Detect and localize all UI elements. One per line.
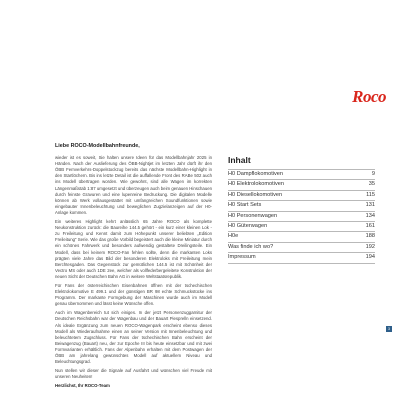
toc-item-label: H0 Dampflokomotiven: [228, 170, 284, 177]
letter-signoff: Herzlichst, Ihr ROCO-Team: [55, 383, 110, 389]
toc-item-label: H0 Elektrolokomotiven: [228, 181, 284, 188]
toc-item-impressum[interactable]: [228, 253, 375, 263]
toc-item-label: H0e: [228, 233, 239, 240]
toc-item-page: 134: [365, 212, 375, 219]
toc-item-page: 194: [365, 254, 375, 261]
letter-greeting: Liebe ROCO-Modellbahnfreunde,: [55, 143, 140, 149]
toc-item-label: H0 Güterwagen: [228, 222, 268, 229]
toc-item-page: 161: [365, 222, 375, 229]
toc-item-label: H0 Diesellokomotiven: [228, 191, 283, 198]
toc-item-h0e[interactable]: [228, 232, 375, 242]
toc-item-personenwagen[interactable]: [228, 212, 375, 222]
toc-item-dampflokomotiven[interactable]: [228, 169, 375, 180]
letter-paragraph: Auch im Wagenbereich tut sich einiges. In der jetzt Personenzuggarnitur der Deutschen Reichsbahn war der Wagenbau und der Bauart Piesprelln einsetzend. Als ideale Ergänzung zum neuen ROCO-Wagenpark erscheint ebenso dieses Modell als Wiederaufnahme einen an seiner Version mit Innenbeleuchtung und beleuchtetem Zugschluss. Für Fans der tschechischen Bahn erscheint der Beiwagenzug (Bauart) neu, der zur Epoche III bis heute einsetzbar und mit zwei Formvarianten erhältlich. Fans der Alpenbahn erhalten mit dem Postwagen der ÖBB am jahrelang gewünschtes Modell auf aktuellem Niveau und Beleuchtungsgrad.: [55, 310, 212, 365]
toc-item-page: 35: [368, 181, 375, 188]
toc-item-page: 192: [365, 243, 375, 250]
welcome-letter: [55, 143, 212, 389]
toc-item-start-sets[interactable]: [228, 201, 375, 211]
toc-item-label: H0 Personenwagen: [228, 212, 278, 219]
toc-item-was-finde-ich-wo[interactable]: [228, 243, 375, 253]
letter-paragraph: Für Fans der österreichischen Eisenbahnen öffnen mit der tschechischen Elektrolokomotive E 499.1 und der günstigen BR 98 echte Schmuckstücke ins Programm. Der markante Formgebung der Maschinen wurde auch im Modell genau übernommen und lässt keine Wünsche offen.: [55, 282, 212, 307]
roco-logo: Roco: [352, 87, 386, 106]
toc-title: Inhalt: [228, 155, 251, 165]
letter-paragraph: wieder ist es soweit, Sie halten unsere Ideen für das Modellbahnjahr 2025 in Händen. Nach der Auslieferung des ÖBB-Nightjet im letzten Jahr dürft ihr den ÖBB Fernverkehrs-Doppelstockzug bereits das nächste Modellbahn-Highlight in den Startlöchern. Bis ins letzte Detail ist die auffallende Front des RABe 502 auch ins Modell übertragen worden. Wie gewohnt, sind alle Wagen im korrekten Längenmaßstab 1:87 umgesetzt und überzeugen auch beim genauen Hinschauen durch feinste Gravuren und eine lupenreine Bedruckung. Die digitalen Modelle können ab Werk vollausgestattet mit umfangreichen Soundfunktionen sowie eingebauter Innenbeleuchtung und beweglichen Zugzielanzeigen auf der H0-Anlage kommen.: [55, 155, 212, 215]
toc-item-label: Was finde ich wo?: [228, 243, 274, 250]
toc-item-label: H0 Start Sets: [228, 202, 262, 209]
toc-item-page: 188: [365, 233, 375, 240]
table-of-contents: [228, 155, 375, 264]
toc-item-diesellokomotiven[interactable]: [228, 191, 375, 201]
toc-item-page: 131: [365, 202, 375, 209]
letter-paragraph: Ein weiteres Highlight kehrt anlässlich 65 Jahre ROCO als komplette Neukonstruktion zurück: die Baureihe 144.5 gehört - ein kurz einer kleinen Lok - zu Freileitung und Kennt damit zum Höhepunkt unserer beliebten „Edition Freileitung“ Serie. Wie das große Vorbild begeistert auch die kleine Miniatur durch ein schönes Fahrwerk und besonders aufwendig gestaltete Dreilingsteile. Ein Modell, dass bei keinem ROCO-Fan fehlen sollte, denn die markanten Loks prägten viele Jahre das Bild der besonderen Elektroloks mit Freileitung mein Berchtesgaden. Das Gegenstück zur gemütlichen 144.5 ist mit Schönheit der Vectro MS oder auch 1DE 2ee, welcher als vollfederbergeleitete Konstruktion der neuen Sicht der Deutschen Bahn AG in weitere Weltstaatsrepublik.: [55, 219, 212, 279]
letter-paragraph: Nun stellen wir dieser die Signale auf Ausfahrt und wünschen viel Freude mit unseren Neuheiten!: [55, 368, 212, 380]
toc-item-label: Impressum: [228, 254, 256, 261]
toc-item-elektrolokomotiven[interactable]: [228, 180, 375, 190]
toc-item-page: 9: [371, 170, 375, 177]
toc-item-page: 115: [366, 191, 375, 198]
toc-item-gueterwagen[interactable]: [228, 222, 375, 232]
page-number-badge: 3: [386, 326, 392, 332]
